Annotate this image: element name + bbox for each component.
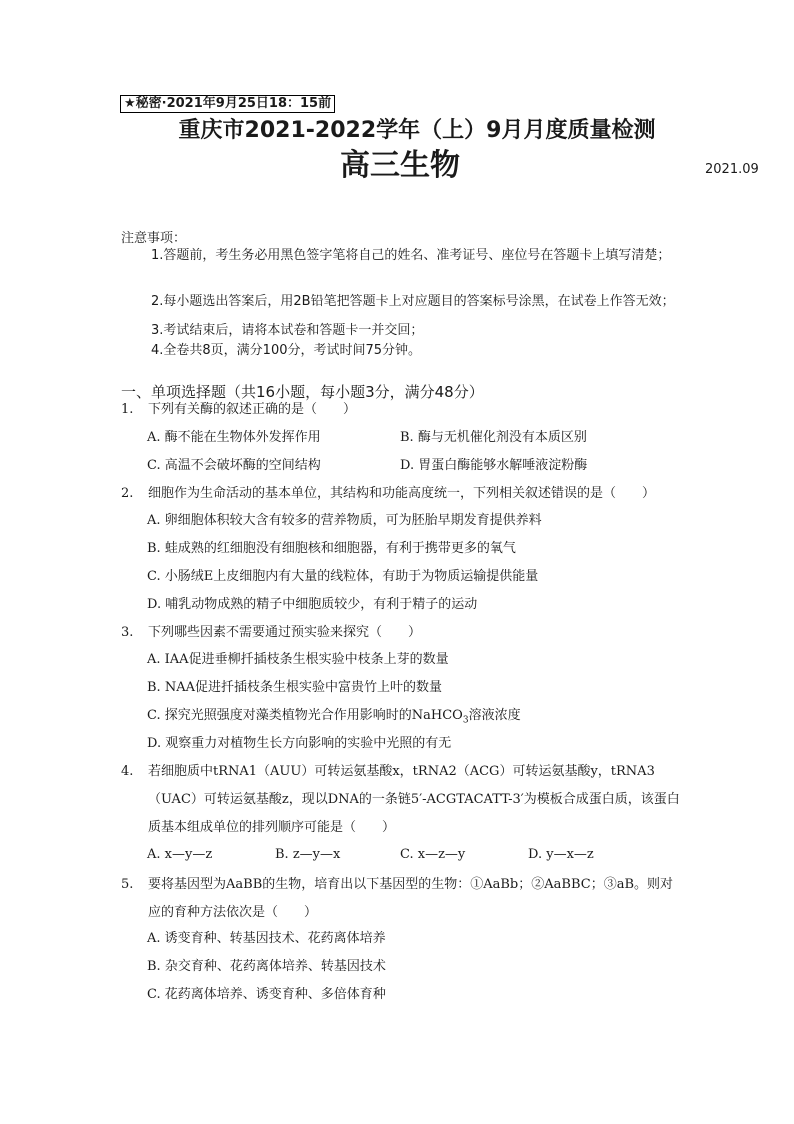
question-number: 1. — [121, 402, 134, 417]
question-number: 3. — [121, 625, 134, 640]
option-c-text: C. 探究光照强度对藻类植物光合作用影响时的NaHCO — [147, 708, 463, 723]
exam-title: 重庆市2021-2022学年（上）9月月度质量检测 — [178, 118, 656, 143]
question-stem: 下列有关酶的叙述正确的是（ ） — [148, 402, 357, 417]
question-3 — [121, 619, 681, 647]
option-b: B. 蛙成熟的红细胞没有细胞核和细胞器，有利于携带更多的氧气 — [147, 541, 516, 556]
exam-date: 2021.09 — [705, 162, 759, 177]
option-c-tail: 溶液浓度 — [468, 708, 521, 723]
notes-heading: 注意事项： — [121, 231, 187, 246]
option-b: B. 杂交育种、花药离体培养、转基因技术 — [147, 959, 386, 974]
option-d: D. 胃蛋白酶能够水解唾液淀粉酶 — [400, 458, 588, 473]
option-b: B. 酶与无机催化剂没有本质区别 — [400, 430, 587, 445]
question-number: 2. — [121, 486, 134, 501]
option-b: B. z—y—x — [275, 847, 341, 862]
question-stem: 若细胞质中tRNA1（AUU）可转运氨基酸x，tRNA2（ACG）可转运氨基酸y，tRNA3（UAC）可转运氨基酸z，现以DNA的一条链5′-ACGTACATT-3′为模板合成蛋白质，该蛋白质基本组成单位的排列顺序可能是（ ） — [148, 764, 680, 835]
option-a: A. IAA促进垂柳扦插枝条生根实验中枝条上芽的数量 — [147, 652, 449, 667]
option-c — [147, 706, 521, 731]
option-d: D. y—x—z — [528, 847, 594, 862]
question-number: 4. — [121, 764, 134, 779]
option-d: D. 哺乳动物成熟的精子中细胞质较少，有利于精子的运动 — [147, 597, 478, 612]
option-a: A. x—y—z — [147, 847, 213, 862]
question-2 — [121, 480, 681, 508]
section-heading: 一、单项选择题（共16小题，每小题3分，满分48分） — [121, 383, 484, 401]
question-1 — [121, 396, 681, 424]
note-item-3: 3.考试结束后，请将本试卷和答题卡一并交回； — [151, 323, 424, 338]
question-5 — [121, 871, 681, 927]
exam-subject: 高三生物 — [340, 148, 460, 183]
option-a: A. 酶不能在生物体外发挥作用 — [147, 430, 321, 445]
question-number: 5. — [121, 877, 134, 892]
option-a: A. 卵细胞体积较大含有较多的营养物质，可为胚胎早期发育提供养料 — [147, 513, 542, 528]
note-item-2: 2.每小题选出答案后，用2B铅笔把答题卡上对应题目的答案标号涂黑，在试卷上作答无效； — [151, 294, 675, 309]
question-4 — [121, 758, 681, 842]
subscript: 3 — [462, 715, 469, 726]
question-stem: 细胞作为生命活动的基本单位，其结构和功能高度统一，下列相关叙述错误的是（ ） — [148, 486, 656, 501]
option-b: B. NAA促进扦插枝条生根实验中富贵竹上叶的数量 — [147, 680, 442, 695]
question-stem: 要将基因型为AaBB的生物，培育出以下基因型的生物：①AaBb；②AaBBC；③aB。则对应的育种方法依次是（ ） — [148, 877, 673, 920]
option-c: C. 高温不会破坏酶的空间结构 — [147, 458, 321, 473]
question-stem: 下列哪些因素不需要通过预实验来探究（ ） — [148, 625, 422, 640]
option-c: C. 花药离体培养、诱变育种、多倍体育种 — [147, 987, 386, 1002]
note-item-1: 1.答题前，考生务必用黑色签字笔将自己的姓名、准考证号、座位号在答题卡上填写清楚； — [151, 248, 671, 263]
option-c: C. 小肠绒E上皮细胞内有大量的线粒体，有助于为物质运输提供能量 — [147, 569, 539, 584]
option-d: D. 观察重力对植物生长方向影响的实验中光照的有无 — [147, 736, 452, 751]
note-item-4: 4.全卷共8页，满分100分，考试时间75分钟。 — [151, 343, 422, 358]
confidential-label: ★秘密·2021年9月25日18：15前 — [120, 95, 335, 113]
option-a: A. 诱变育种、转基因技术、花药离体培养 — [147, 931, 386, 946]
option-c: C. x—z—y — [400, 847, 466, 862]
